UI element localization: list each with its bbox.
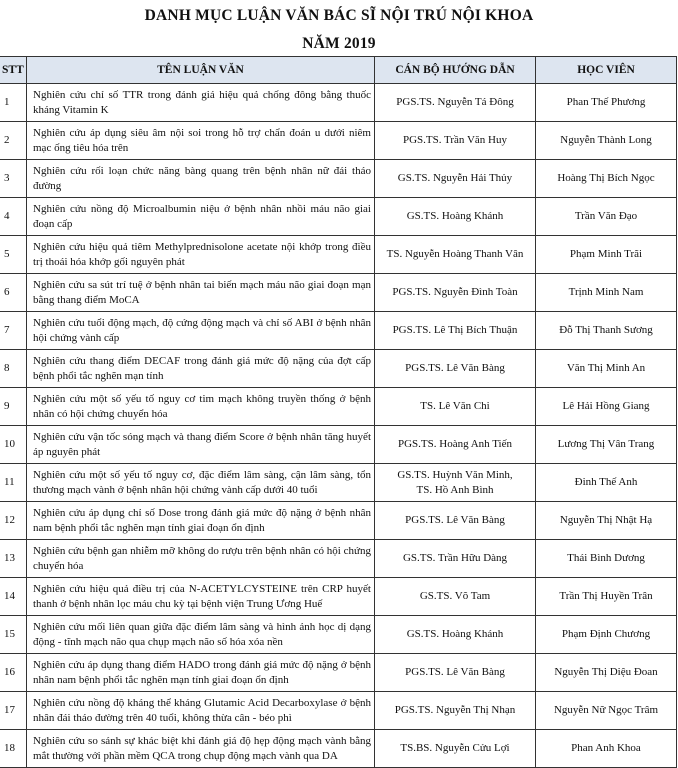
row-student: Phạm Định Chương	[536, 616, 677, 654]
header-thesis-title: TÊN LUẬN VĂN	[27, 57, 375, 84]
table-row	[0, 160, 677, 198]
row-supervisor: PGS.TS. Lê Văn Bàng	[375, 654, 536, 692]
row-stt: 5	[0, 236, 27, 274]
row-supervisor: GS.TS. Hoàng Khánh	[375, 616, 536, 654]
row-student: Nguyễn Nữ Ngọc Trâm	[536, 692, 677, 730]
row-supervisor: PGS.TS. Lê Văn Bàng	[375, 350, 536, 388]
row-stt: 12	[0, 502, 27, 540]
row-stt: 17	[0, 692, 27, 730]
row-supervisor: PGS.TS. Nguyễn Thị Nhạn	[375, 692, 536, 730]
row-stt: 1	[0, 84, 27, 122]
row-stt: 18	[0, 730, 27, 768]
table-row	[0, 388, 677, 426]
row-thesis-title: Nghiên cứu sa sút trí tuệ ở bệnh nhân tai biến mạch máu não giai đoạn mạn bằng thang điểm MoCA	[27, 274, 375, 312]
row-thesis-title: Nghiên cứu so sánh sự khác biệt khi đánh giá độ hẹp động mạch vành bằng mắt thường với phần mềm QCA trong chụp động mạch vành qua DA	[27, 730, 375, 768]
row-student: Văn Thị Minh An	[536, 350, 677, 388]
row-student: Hoàng Thị Bích Ngọc	[536, 160, 677, 198]
row-stt: 9	[0, 388, 27, 426]
table-row	[0, 692, 677, 730]
row-thesis-title: Nghiên cứu áp dụng siêu âm nội soi trong hỗ trợ chẩn đoán u dưới niêm mạc ống tiêu hóa trên	[27, 122, 375, 160]
row-stt: 3	[0, 160, 27, 198]
row-thesis-title: Nghiên cứu hiệu quả điều trị của N-ACETYLCYSTEINE trên CRP huyết thanh ở bệnh nhân lọc máu chu kỳ tại bệnh viện Trung Ương Huế	[27, 578, 375, 616]
row-supervisor: PGS.TS. Nguyễn Tá Đông	[375, 84, 536, 122]
row-student: Phạm Minh Trãi	[536, 236, 677, 274]
row-thesis-title: Nghiên cứu một số yếu tố nguy cơ tim mạch không truyền thống ở bệnh nhân có hội chứng chuyển hóa	[27, 388, 375, 426]
document-title: DANH MỤC LUẬN VĂN BÁC SĨ NỘI TRÚ NỘI KHOA	[144, 7, 534, 24]
table-row	[0, 122, 677, 160]
row-thesis-title: Nghiên cứu vận tốc sóng mạch và thang điểm Score ở bệnh nhân tăng huyết áp nguyên phát	[27, 426, 375, 464]
table-row	[0, 198, 677, 236]
row-student: Lê Hải Hồng Giang	[536, 388, 677, 426]
table-row	[0, 84, 677, 122]
table-row	[0, 616, 677, 654]
row-student: Thái Bình Dương	[536, 540, 677, 578]
table-row	[0, 654, 677, 692]
row-student: Trần Văn Đạo	[536, 198, 677, 236]
row-supervisor: PGS.TS. Nguyễn Đình Toàn	[375, 274, 536, 312]
row-student: Nguyễn Thành Long	[536, 122, 677, 160]
table-row	[0, 350, 677, 388]
row-supervisor: PGS.TS. Lê Văn Bàng	[375, 502, 536, 540]
header-stt: STT	[0, 57, 27, 84]
table-header-row	[0, 57, 677, 84]
row-supervisor: TS. Nguyễn Hoàng Thanh Vân	[375, 236, 536, 274]
row-stt: 11	[0, 464, 27, 502]
document-year: NĂM 2019	[302, 35, 376, 52]
row-supervisor: GS.TS. Nguyễn Hải Thủy	[375, 160, 536, 198]
row-stt: 8	[0, 350, 27, 388]
row-stt: 6	[0, 274, 27, 312]
row-student: Trịnh Minh Nam	[536, 274, 677, 312]
row-student: Nguyễn Thị Diệu Đoan	[536, 654, 677, 692]
row-stt: 10	[0, 426, 27, 464]
row-thesis-title: Nghiên cứu hiệu quả tiêm Methylprednisolone acetate nội khớp trong điều trị thoái hóa khớp gối nguyên phát	[27, 236, 375, 274]
table-row	[0, 312, 677, 350]
row-thesis-title: Nghiên cứu một số yếu tố nguy cơ, đặc điểm lâm sàng, cận lâm sàng, tổn thương mạch vành ở bệnh nhân hội chứng vành cấp dưới 40 tuổi	[27, 464, 375, 502]
row-student: Nguyễn Thị Nhật Hạ	[536, 502, 677, 540]
header-student: HỌC VIÊN	[536, 57, 677, 84]
row-supervisor: PGS.TS. Lê Thị Bích Thuận	[375, 312, 536, 350]
table-row	[0, 464, 677, 502]
row-supervisor: GS.TS. Võ Tam	[375, 578, 536, 616]
row-thesis-title: Nghiên cứu tuổi động mạch, độ cứng động mạch và chỉ số ABI ở bệnh nhân hội chứng vành cấp	[27, 312, 375, 350]
row-stt: 14	[0, 578, 27, 616]
row-thesis-title: Nghiên cứu mối liên quan giữa đặc điểm lâm sàng và hình ảnh học dị dạng động - tĩnh mạch não qua chụp mạch não số hóa xóa nền	[27, 616, 375, 654]
row-student: Đỗ Thị Thanh Sương	[536, 312, 677, 350]
table-row	[0, 426, 677, 464]
table-row	[0, 502, 677, 540]
row-thesis-title: Nghiên cứu thang điểm DECAF trong đánh giá mức độ nặng của đợt cấp bệnh phổi tắc nghẽn mạn tính	[27, 350, 375, 388]
row-supervisor: TS.BS. Nguyễn Cửu Lợi	[375, 730, 536, 768]
thesis-table	[0, 56, 677, 768]
row-supervisor-line: TS. Hồ Anh Bình	[416, 483, 494, 496]
row-thesis-title: Nghiên cứu nồng độ Microalbumin niệu ở bệnh nhân nhồi máu não giai đoạn cấp	[27, 198, 375, 236]
row-stt: 2	[0, 122, 27, 160]
row-student: Phan Thế Phương	[536, 84, 677, 122]
table-row	[0, 274, 677, 312]
row-thesis-title: Nghiên cứu nồng độ kháng thể kháng Glutamic Acid Decarboxylase ở bệnh nhân đái tháo đường trên 40 tuổi, không thừa cân - béo phì	[27, 692, 375, 730]
row-supervisor: TS. Lê Văn Chi	[375, 388, 536, 426]
header-supervisor: CÁN BỘ HƯỚNG DẪN	[375, 57, 536, 84]
row-thesis-title: Nghiên cứu áp dụng thang điểm HADO trong đánh giá mức độ nặng ở bệnh nhân nam bệnh phổi tắc nghẽn mạn tính giai đoạn ổn định	[27, 654, 375, 692]
row-student: Đinh Thế Anh	[536, 464, 677, 502]
row-thesis-title: Nghiên cứu chỉ số TTR trong đánh giá hiệu quả chống đông bằng thuốc kháng Vitamin K	[27, 84, 375, 122]
row-stt: 16	[0, 654, 27, 692]
row-thesis-title: Nghiên cứu bệnh gan nhiễm mỡ không do rượu trên bệnh nhân có hội chứng chuyển hóa	[27, 540, 375, 578]
row-supervisor-line: GS.TS. Huỳnh Văn Minh,	[397, 468, 513, 481]
table-row	[0, 540, 677, 578]
row-supervisor: PGS.TS. Trần Văn Huy	[375, 122, 536, 160]
row-student: Trần Thị Huyền Trân	[536, 578, 677, 616]
row-stt: 13	[0, 540, 27, 578]
row-student: Phan Anh Khoa	[536, 730, 677, 768]
row-stt: 7	[0, 312, 27, 350]
row-student: Lương Thị Vân Trang	[536, 426, 677, 464]
row-thesis-title: Nghiên cứu rối loạn chức năng bàng quang trên bệnh nhân nữ đái tháo đường	[27, 160, 375, 198]
row-stt: 4	[0, 198, 27, 236]
row-supervisor	[375, 464, 536, 502]
row-thesis-title: Nghiên cứu áp dụng chỉ số Dose trong đánh giá mức độ nặng ở bệnh nhân nam bệnh phổi tắc nghẽn mạn tính giai đoạn ổn định	[27, 502, 375, 540]
table-row	[0, 236, 677, 274]
row-supervisor: GS.TS. Trần Hữu Dàng	[375, 540, 536, 578]
table-row	[0, 730, 677, 768]
row-supervisor: GS.TS. Hoàng Khánh	[375, 198, 536, 236]
row-supervisor: PGS.TS. Hoàng Anh Tiến	[375, 426, 536, 464]
table-row	[0, 578, 677, 616]
row-stt: 15	[0, 616, 27, 654]
